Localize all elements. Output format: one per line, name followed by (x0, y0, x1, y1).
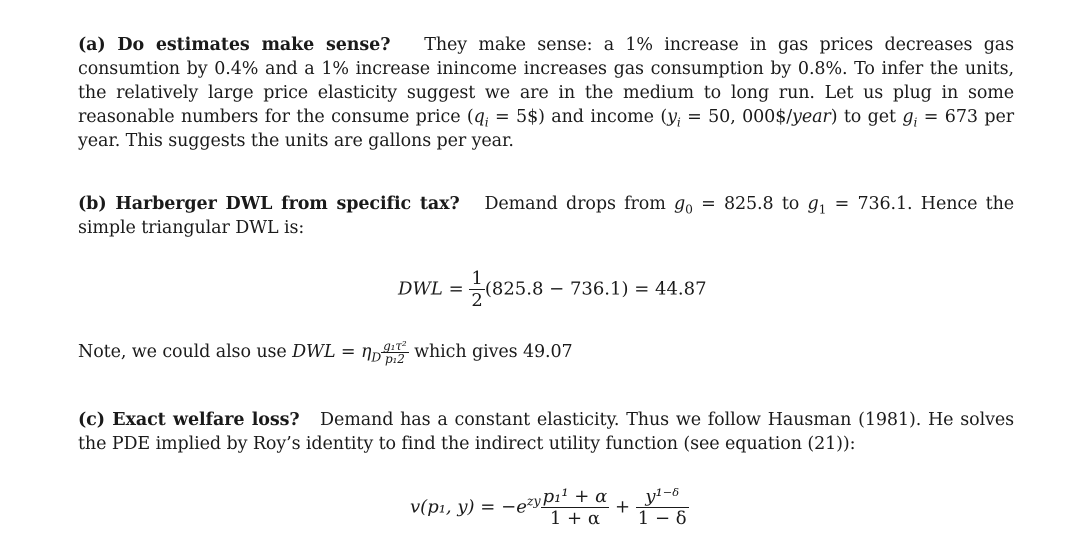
part-b-paragraph (78, 192, 1014, 240)
part-b-line1a: Demand drops from (484, 194, 674, 214)
note-text-a: Note, we could also use (78, 342, 293, 362)
note-eta-subscript: D (371, 350, 382, 365)
note-fraction-denominator: p₁2 (384, 352, 405, 366)
part-a-paragraph (78, 33, 1014, 153)
note-text-b: which gives 49.07 (408, 342, 573, 362)
part-b-line1c: = 736.1. Hence the (826, 194, 1014, 214)
note-eta: η (360, 342, 372, 362)
g1-subscript: 1 (818, 202, 827, 217)
indirect-utility-equation (410, 486, 689, 529)
g0-symbol: g (674, 194, 686, 214)
part-a-line3: large price elasticity suggest we are in the medium to long run. Let us plug in some reasonable numbers for (78, 83, 1015, 127)
dwl-equals: = (442, 278, 470, 300)
note-fraction (381, 340, 409, 365)
part-a-line4a: the consume price ( (296, 107, 474, 127)
income-fraction-denominator: 1 − δ (637, 508, 687, 529)
gi-symbol: g (902, 107, 914, 127)
half-denominator: 2 (471, 290, 483, 311)
part-c-heading: (c) Exact welfare loss? (78, 410, 300, 430)
yi-subscript: i (676, 115, 681, 130)
part-c-line1: Demand has a constant elasticity. Thus we follow Hausman (1981). He solves (320, 410, 1015, 430)
income-fraction-numerator: y¹⁻ᵟ (645, 486, 680, 507)
part-a-line5: units are gallons per year. (284, 131, 514, 151)
part-b-heading: (b) Harberger DWL from specific tax? (78, 194, 460, 214)
gi-subscript: i (913, 115, 918, 130)
yi-symbol: y (667, 107, 677, 127)
qi-subscript: i (484, 115, 489, 130)
note-fraction-numerator: g₁τ² (383, 339, 407, 353)
part-a-line4e: = 673 per year. This suggests the (78, 107, 1014, 151)
dwl-note (78, 340, 1014, 365)
g1-symbol: g (807, 194, 819, 214)
part-a-line4d: ) to get (830, 107, 903, 127)
part-a-line4b: = 5$) and income ( (488, 107, 668, 127)
part-a-line1: They make sense: a 1% increase in gas prices decreases gas consumtion (78, 35, 1015, 79)
half-numerator: 1 (471, 268, 483, 289)
exp-e: e (516, 496, 527, 518)
part-c-line2: the PDE implied by Roy’s identity to find the indirect utility function (see equation (21)): (78, 434, 856, 454)
exp-superscript: zy (526, 493, 541, 509)
v-lhs: v(p₁, y) (410, 496, 475, 518)
v-plus: + (609, 496, 636, 518)
part-a-line2: by 0.4% and a 1% increase inincome increases gas consumption by 0.8%. To infer the units, the relatively (78, 59, 1014, 103)
note-equals: = (335, 342, 361, 362)
dwl-equation (398, 268, 707, 311)
price-fraction-numerator: p₁¹ + α (542, 486, 608, 507)
g0-subscript: 0 (685, 202, 693, 217)
year-symbol: year (792, 107, 831, 127)
price-fraction-denominator: 1 + α (549, 508, 600, 529)
income-fraction (636, 486, 689, 529)
part-b-line2: simple triangular DWL is: (78, 218, 305, 238)
part-c-paragraph (78, 408, 1014, 456)
half-fraction (469, 268, 484, 311)
qi-symbol: q (473, 107, 485, 127)
v-equals: = − (474, 496, 517, 518)
part-a-heading: (a) Do estimates make sense? (78, 35, 391, 55)
dwl-lhs: DWL (398, 278, 443, 300)
price-fraction (541, 486, 610, 529)
note-dwl: DWL (292, 342, 336, 362)
part-a-line4c: = 50, 000$/ (680, 107, 793, 127)
dwl-rhs: (825.8 − 736.1) = 44.87 (484, 278, 707, 300)
part-b-line1b: = 825.8 to (692, 194, 808, 214)
